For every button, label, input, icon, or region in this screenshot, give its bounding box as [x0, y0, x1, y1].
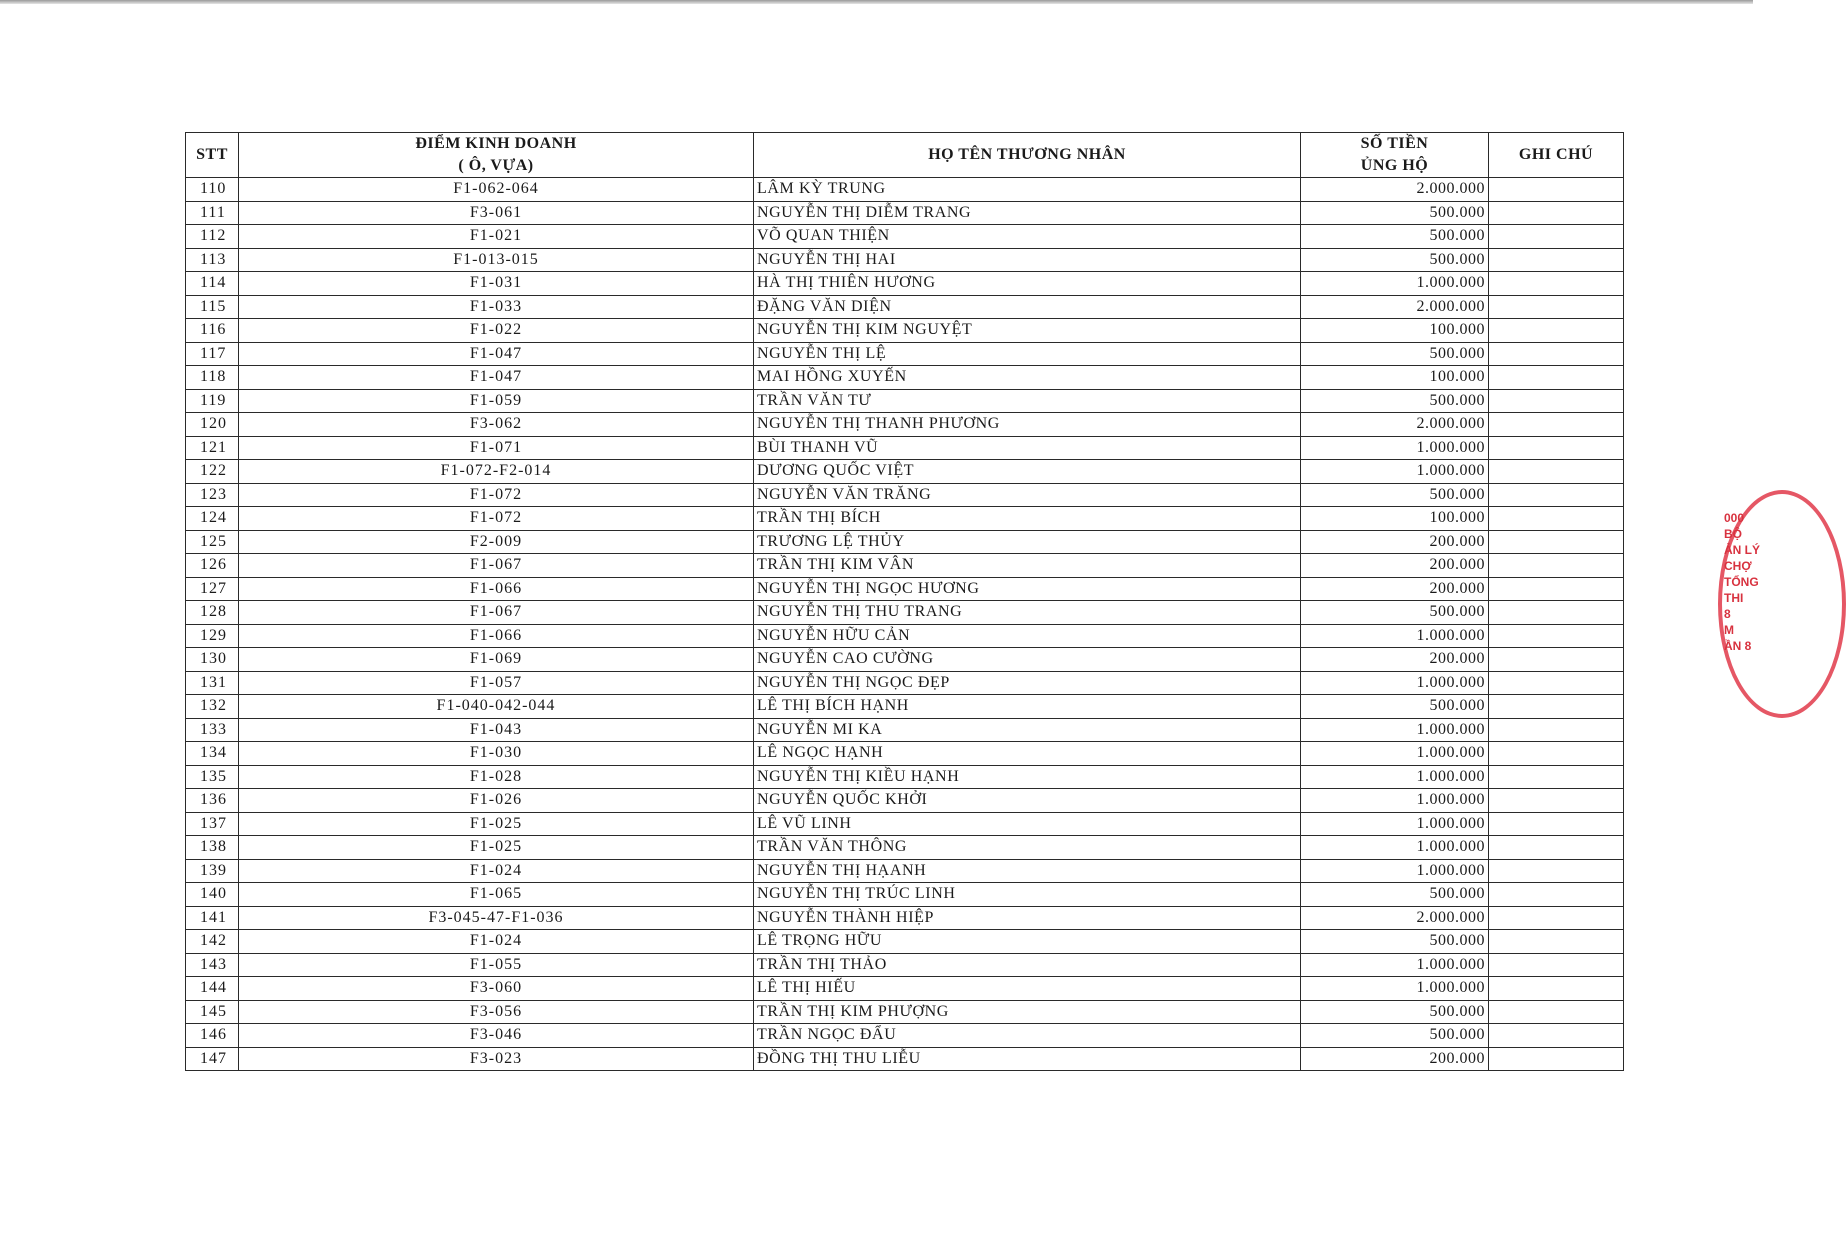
table-row [186, 507, 1624, 531]
seal-line: THI [1724, 591, 1744, 605]
row-merchant-name: DƯƠNG QUỐC VIỆT [754, 460, 1301, 484]
row-merchant-name: TRẦN VĂN THÔNG [754, 836, 1301, 860]
row-business-point: F3-056 [239, 1000, 754, 1024]
row-business-point: F1-013-015 [239, 248, 754, 272]
row-amount: 1.000.000 [1301, 859, 1489, 883]
row-stt: 123 [186, 483, 239, 507]
row-amount: 1.000.000 [1301, 789, 1489, 813]
row-amount: 500.000 [1301, 248, 1489, 272]
row-business-point: F2-009 [239, 530, 754, 554]
row-note [1489, 718, 1624, 742]
row-note [1489, 930, 1624, 954]
table-header [186, 133, 1624, 178]
row-amount: 100.000 [1301, 366, 1489, 390]
seal-line: 8 [1724, 607, 1731, 621]
table-row [186, 836, 1624, 860]
table-row [186, 178, 1624, 202]
row-business-point: F1-024 [239, 859, 754, 883]
row-note [1489, 178, 1624, 202]
row-merchant-name: NGUYỄN THỊ KIỀU HẠNH [754, 765, 1301, 789]
row-merchant-name: TRẦN THỊ KIM PHƯỢNG [754, 1000, 1301, 1024]
row-note [1489, 460, 1624, 484]
row-stt: 139 [186, 859, 239, 883]
header-row [186, 133, 1624, 178]
row-amount: 1.000.000 [1301, 812, 1489, 836]
table-row [186, 883, 1624, 907]
seal-line: 000 [1724, 511, 1745, 525]
row-note [1489, 366, 1624, 390]
row-note [1489, 695, 1624, 719]
row-business-point: F1-072-F2-014 [239, 460, 754, 484]
row-note [1489, 554, 1624, 578]
row-note [1489, 648, 1624, 672]
row-amount: 500.000 [1301, 201, 1489, 225]
row-stt: 121 [186, 436, 239, 460]
row-note [1489, 272, 1624, 296]
row-business-point: F3-060 [239, 977, 754, 1001]
seal-line: BỘ [1724, 527, 1742, 541]
row-amount: 1.000.000 [1301, 953, 1489, 977]
row-amount: 500.000 [1301, 601, 1489, 625]
row-note [1489, 765, 1624, 789]
row-stt: 134 [186, 742, 239, 766]
row-business-point: F1-072 [239, 483, 754, 507]
row-note [1489, 836, 1624, 860]
row-note [1489, 530, 1624, 554]
row-stt: 146 [186, 1024, 239, 1048]
row-business-point: F1-067 [239, 601, 754, 625]
header-amount-line1: SỐ TIỀN [1360, 135, 1429, 152]
row-merchant-name: MAI HỒNG XUYẾN [754, 366, 1301, 390]
row-amount: 500.000 [1301, 1000, 1489, 1024]
row-amount: 200.000 [1301, 1047, 1489, 1071]
row-stt: 112 [186, 225, 239, 249]
row-amount: 500.000 [1301, 225, 1489, 249]
row-amount: 2.000.000 [1301, 178, 1489, 202]
row-stt: 122 [186, 460, 239, 484]
row-note [1489, 413, 1624, 437]
row-business-point: F3-062 [239, 413, 754, 437]
row-business-point: F1-026 [239, 789, 754, 813]
table-row [186, 389, 1624, 413]
table-row [186, 1047, 1624, 1071]
header-merchant-name: HỌ TÊN THƯƠNG NHÂN [754, 133, 1301, 178]
row-business-point: F1-043 [239, 718, 754, 742]
row-merchant-name: NGUYỄN THỊ LỆ [754, 342, 1301, 366]
row-merchant-name: NGUYỄN THỊ HAI [754, 248, 1301, 272]
row-amount: 200.000 [1301, 577, 1489, 601]
row-amount: 1.000.000 [1301, 436, 1489, 460]
table-row [186, 859, 1624, 883]
row-business-point: F1-024 [239, 930, 754, 954]
row-business-point: F1-030 [239, 742, 754, 766]
row-amount: 1.000.000 [1301, 977, 1489, 1001]
row-note [1489, 436, 1624, 460]
row-amount: 500.000 [1301, 883, 1489, 907]
row-stt: 118 [186, 366, 239, 390]
table-row [186, 460, 1624, 484]
row-amount: 1.000.000 [1301, 718, 1489, 742]
row-business-point: F3-023 [239, 1047, 754, 1071]
row-business-point: F3-061 [239, 201, 754, 225]
row-amount: 100.000 [1301, 507, 1489, 531]
row-stt: 111 [186, 201, 239, 225]
row-amount: 1.000.000 [1301, 272, 1489, 296]
table-row [186, 436, 1624, 460]
table-row [186, 1000, 1624, 1024]
row-merchant-name: ĐẶNG VĂN DIỆN [754, 295, 1301, 319]
row-business-point: F3-046 [239, 1024, 754, 1048]
row-note [1489, 319, 1624, 343]
row-merchant-name: TRẦN NGỌC ĐẨU [754, 1024, 1301, 1048]
row-business-point: F1-025 [239, 836, 754, 860]
row-merchant-name: VÕ QUAN THIỆN [754, 225, 1301, 249]
row-stt: 115 [186, 295, 239, 319]
header-business-point-line1: ĐIỂM KINH DOANH [415, 135, 577, 152]
table-row [186, 953, 1624, 977]
row-stt: 138 [186, 836, 239, 860]
row-business-point: F3-045-47-F1-036 [239, 906, 754, 930]
row-merchant-name: LÊ THỊ BÍCH HẠNH [754, 695, 1301, 719]
row-amount: 2.000.000 [1301, 413, 1489, 437]
row-stt: 110 [186, 178, 239, 202]
row-business-point: F1-066 [239, 577, 754, 601]
row-merchant-name: NGUYỄN HỮU CẢN [754, 624, 1301, 648]
row-amount: 1.000.000 [1301, 671, 1489, 695]
row-amount: 500.000 [1301, 930, 1489, 954]
row-stt: 113 [186, 248, 239, 272]
table-row [186, 906, 1624, 930]
row-merchant-name: NGUYỄN THÀNH HIỆP [754, 906, 1301, 930]
row-stt: 132 [186, 695, 239, 719]
table-row [186, 319, 1624, 343]
row-stt: 117 [186, 342, 239, 366]
row-amount: 200.000 [1301, 554, 1489, 578]
row-merchant-name: NGUYỄN CAO CƯỜNG [754, 648, 1301, 672]
row-business-point: F1-025 [239, 812, 754, 836]
red-seal-text [1724, 510, 1764, 654]
row-business-point: F1-057 [239, 671, 754, 695]
row-amount: 500.000 [1301, 1024, 1489, 1048]
row-stt: 144 [186, 977, 239, 1001]
donation-list-sheet [185, 132, 1624, 1071]
table-row [186, 742, 1624, 766]
row-stt: 140 [186, 883, 239, 907]
header-amount [1301, 133, 1489, 178]
row-merchant-name: TRẦN VĂN TƯ [754, 389, 1301, 413]
row-stt: 136 [186, 789, 239, 813]
row-note [1489, 953, 1624, 977]
row-note [1489, 812, 1624, 836]
row-merchant-name: LÊ VŨ LINH [754, 812, 1301, 836]
row-business-point: F1-033 [239, 295, 754, 319]
row-note [1489, 1024, 1624, 1048]
row-stt: 145 [186, 1000, 239, 1024]
row-merchant-name: NGUYỄN THỊ KIM NGUYỆT [754, 319, 1301, 343]
row-amount: 1.000.000 [1301, 836, 1489, 860]
row-stt: 135 [186, 765, 239, 789]
row-merchant-name: LÊ THỊ HIẾU [754, 977, 1301, 1001]
row-stt: 114 [186, 272, 239, 296]
row-stt: 124 [186, 507, 239, 531]
header-note: GHI CHÚ [1489, 133, 1624, 178]
row-merchant-name: LÊ TRỌNG HỮU [754, 930, 1301, 954]
row-business-point: F1-021 [239, 225, 754, 249]
row-note [1489, 601, 1624, 625]
row-business-point: F1-040-042-044 [239, 695, 754, 719]
row-amount: 1.000.000 [1301, 765, 1489, 789]
row-note [1489, 1047, 1624, 1071]
donation-table [185, 132, 1624, 1071]
row-note [1489, 977, 1624, 1001]
row-business-point: F1-062-064 [239, 178, 754, 202]
row-merchant-name: NGUYỄN THỊ HẠANH [754, 859, 1301, 883]
table-row [186, 248, 1624, 272]
table-row [186, 295, 1624, 319]
row-stt: 133 [186, 718, 239, 742]
row-note [1489, 295, 1624, 319]
table-row [186, 765, 1624, 789]
row-amount: 200.000 [1301, 648, 1489, 672]
row-stt: 142 [186, 930, 239, 954]
row-stt: 137 [186, 812, 239, 836]
row-stt: 116 [186, 319, 239, 343]
table-row [186, 272, 1624, 296]
row-business-point: F1-047 [239, 342, 754, 366]
row-note [1489, 789, 1624, 813]
header-stt: STT [186, 133, 239, 178]
row-business-point: F1-072 [239, 507, 754, 531]
row-merchant-name: HÀ THỊ THIÊN HƯƠNG [754, 272, 1301, 296]
row-note [1489, 225, 1624, 249]
row-merchant-name: ĐỒNG THỊ THU LIỄU [754, 1047, 1301, 1071]
row-stt: 131 [186, 671, 239, 695]
row-merchant-name: BÙI THANH VŨ [754, 436, 1301, 460]
row-merchant-name: NGUYỄN THỊ DIỄM TRANG [754, 201, 1301, 225]
row-stt: 126 [186, 554, 239, 578]
row-merchant-name: TRƯƠNG LỆ THỦY [754, 530, 1301, 554]
table-row [186, 366, 1624, 390]
row-amount: 100.000 [1301, 319, 1489, 343]
row-merchant-name: LÊ NGỌC HẠNH [754, 742, 1301, 766]
table-row [186, 413, 1624, 437]
row-merchant-name: LÂM KỲ TRUNG [754, 178, 1301, 202]
row-merchant-name: NGUYỄN QUỐC KHỞI [754, 789, 1301, 813]
table-row [186, 624, 1624, 648]
row-stt: 120 [186, 413, 239, 437]
table-row [186, 1024, 1624, 1048]
row-business-point: F1-059 [239, 389, 754, 413]
row-note [1489, 577, 1624, 601]
table-row [186, 718, 1624, 742]
row-note [1489, 483, 1624, 507]
row-stt: 130 [186, 648, 239, 672]
row-amount: 500.000 [1301, 342, 1489, 366]
row-note [1489, 507, 1624, 531]
row-stt: 141 [186, 906, 239, 930]
row-note [1489, 883, 1624, 907]
row-amount: 1.000.000 [1301, 624, 1489, 648]
table-row [186, 789, 1624, 813]
row-business-point: F1-069 [239, 648, 754, 672]
row-stt: 125 [186, 530, 239, 554]
row-amount: 2.000.000 [1301, 906, 1489, 930]
row-note [1489, 201, 1624, 225]
table-row [186, 225, 1624, 249]
row-merchant-name: NGUYỄN THỊ THU TRANG [754, 601, 1301, 625]
row-note [1489, 742, 1624, 766]
row-amount: 1.000.000 [1301, 460, 1489, 484]
table-row [186, 342, 1624, 366]
row-note [1489, 906, 1624, 930]
table-row [186, 671, 1624, 695]
seal-line: ẦN 8 [1724, 639, 1752, 653]
row-note [1489, 859, 1624, 883]
table-row [186, 577, 1624, 601]
table-body [186, 178, 1624, 1071]
row-note [1489, 342, 1624, 366]
header-amount-line2: ỦNG HỘ [1360, 157, 1429, 174]
row-business-point: F1-028 [239, 765, 754, 789]
row-stt: 147 [186, 1047, 239, 1071]
row-amount: 1.000.000 [1301, 742, 1489, 766]
row-note [1489, 671, 1624, 695]
row-business-point: F1-067 [239, 554, 754, 578]
row-merchant-name: TRẦN THỊ THẢO [754, 953, 1301, 977]
row-stt: 119 [186, 389, 239, 413]
row-merchant-name: NGUYỄN THỊ TRÚC LINH [754, 883, 1301, 907]
scan-top-edge [0, 0, 1753, 4]
table-row [186, 201, 1624, 225]
row-business-point: F1-031 [239, 272, 754, 296]
row-business-point: F1-065 [239, 883, 754, 907]
row-business-point: F1-055 [239, 953, 754, 977]
row-business-point: F1-022 [239, 319, 754, 343]
header-business-point-line2: ( Ô, VỰA) [458, 157, 534, 174]
row-amount: 500.000 [1301, 695, 1489, 719]
seal-line: M [1724, 623, 1734, 637]
table-row [186, 554, 1624, 578]
row-merchant-name: NGUYỄN VĂN TRĂNG [754, 483, 1301, 507]
seal-line: TỔNG [1724, 575, 1759, 589]
table-row [186, 601, 1624, 625]
table-row [186, 812, 1624, 836]
table-row [186, 530, 1624, 554]
seal-line: ẢN LÝ [1724, 543, 1760, 557]
row-merchant-name: NGUYỄN THỊ THANH PHƯƠNG [754, 413, 1301, 437]
row-stt: 128 [186, 601, 239, 625]
row-merchant-name: TRẦN THỊ KIM VÂN [754, 554, 1301, 578]
row-merchant-name: NGUYỄN THỊ NGỌC HƯƠNG [754, 577, 1301, 601]
row-stt: 127 [186, 577, 239, 601]
row-note [1489, 624, 1624, 648]
row-note [1489, 248, 1624, 272]
seal-line: CHỢ [1724, 559, 1752, 573]
row-amount: 500.000 [1301, 389, 1489, 413]
table-row [186, 695, 1624, 719]
table-row [186, 483, 1624, 507]
row-note [1489, 1000, 1624, 1024]
row-stt: 143 [186, 953, 239, 977]
table-row [186, 977, 1624, 1001]
table-row [186, 648, 1624, 672]
row-merchant-name: NGUYỄN MI KA [754, 718, 1301, 742]
row-amount: 200.000 [1301, 530, 1489, 554]
row-business-point: F1-047 [239, 366, 754, 390]
row-merchant-name: TRẦN THỊ BÍCH [754, 507, 1301, 531]
row-business-point: F1-071 [239, 436, 754, 460]
table-row [186, 930, 1624, 954]
row-amount: 2.000.000 [1301, 295, 1489, 319]
row-stt: 129 [186, 624, 239, 648]
row-merchant-name: NGUYỄN THỊ NGỌC ĐẸP [754, 671, 1301, 695]
row-business-point: F1-066 [239, 624, 754, 648]
row-amount: 500.000 [1301, 483, 1489, 507]
header-business-point [239, 133, 754, 178]
row-note [1489, 389, 1624, 413]
